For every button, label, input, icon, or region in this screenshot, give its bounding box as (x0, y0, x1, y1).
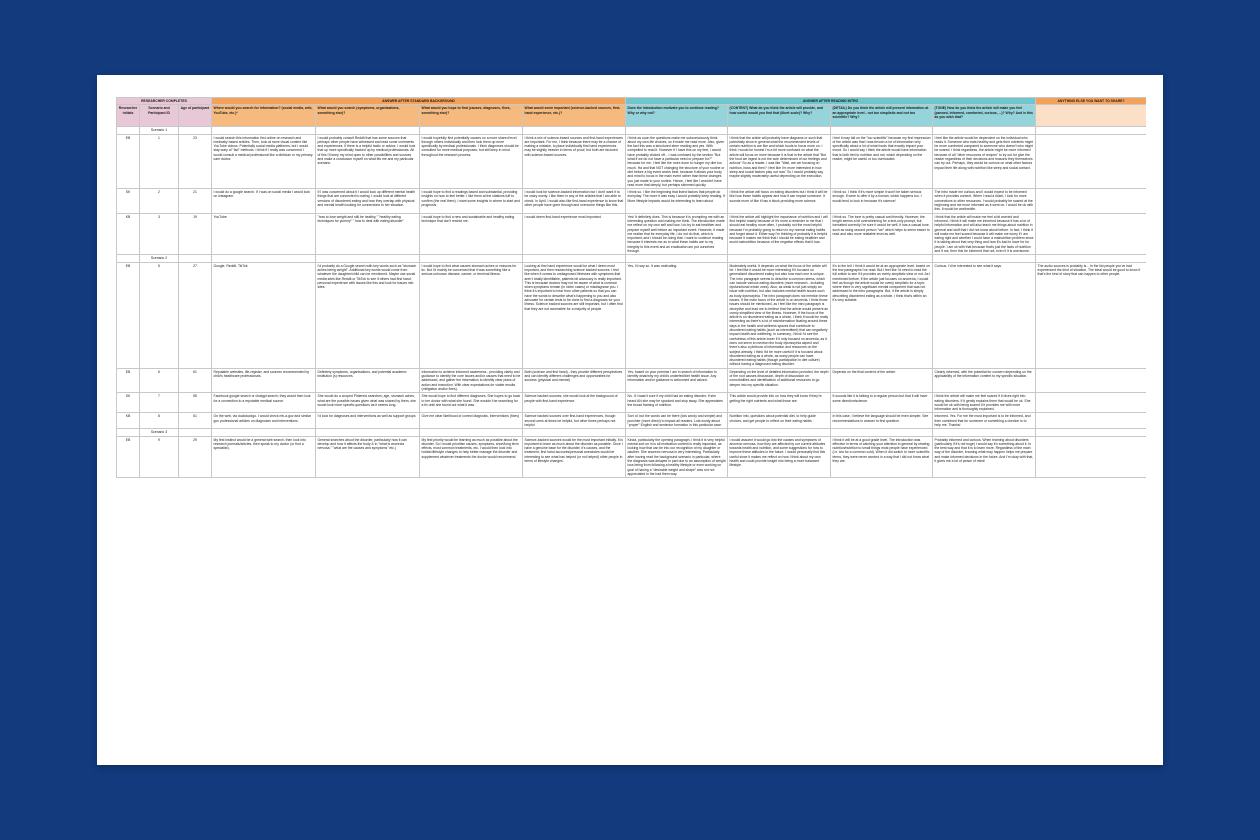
response-cell[interactable]: Curious. I'd be interested to see what it says. (933, 262, 1036, 368)
response-cell[interactable] (1036, 134, 1146, 189)
column-header: Scenario and Participant ID (140, 105, 179, 127)
response-cell[interactable]: I'd probably do a Google search with key words such as "stomach aches being weight". Additional key words would come from whatever the daughter/child can be mentioned. Maybe use social media sites like Reddit or TikTok to see if others had first hand, personal experience with issues like this and look for issues into sites. (316, 262, 420, 368)
response-cell[interactable]: Probably informed and curious. When learning about disorders (particularly if it's not huge) I would say it's something about it. In the best way and that it is to learn more. Regardless of the main way of the disorder, knowing what may happen helps me prepare and make informed decisions in the future. And I'm okay with that, it gives me a lot of peace of mind! (933, 436, 1036, 478)
response-cell[interactable] (1036, 436, 1146, 478)
participant-cell[interactable]: 3 (140, 213, 179, 255)
response-cell[interactable]: Yes, based on your premise I am in search of information to identify what/why my child's underfed/diet health issue. Any information and/or guidance is welcomed and valued. (626, 368, 728, 392)
group-anything-header: ANYTHING ELSE YOU WANT TO SHARE? (1036, 98, 1146, 105)
column-header: (DETAIL) Do you think the article will present information at an appropriate level - not too simplistic and not too scientific? Why? (831, 105, 933, 127)
scenario-divider-row (117, 429, 1147, 436)
participant-cell[interactable]: EB (117, 436, 140, 478)
response-cell[interactable]: General searches about the disorder, particularly how it can develop and how it affects the body & in "what is anorexia nervosa," "what are the causes and symptoms" etc.) (316, 436, 420, 478)
column-header: (TONE) How do you think the article will make you feel (panned, informed, comforted, curious, ...)? Why? And is this as you wish that? (933, 105, 1036, 127)
response-cell[interactable] (1036, 368, 1146, 392)
participant-cell[interactable]: KB (117, 213, 140, 255)
response-cell[interactable]: If I was concerned about it I would look up different mental health things that are connected to eating. I would look at different versions of disordered eating and how they overlap with physical and mental health looking for connections to her situation. (316, 189, 420, 213)
response-cell[interactable]: Science-backed sources would be the most important initially. It is important to learn as much about the disorder as possible. Once I have a genuine base for the disorder, it's causes, and the treatment, first hand accounts/personal anecdotes would be interesting to see what has helped (or not helped) other people in terms of lifestyle changes. (523, 436, 626, 478)
response-cell[interactable]: Kinda, particularly the opening paragraph. I think it is very helpful mental sort on in is all motivation context is really important, as looking how that can tie into our recognition of my daughter or dauther. She anorexic nervosa is very interesting. Particularly after having read the background scenario in particular, where the diagnosis was delayed in part due to an assumption of weight loss being from following a healthy lifestyle or even working on goal of having a "desirable weight and shape" was not not appreciated in the had them way. (627, 437, 726, 476)
response-cell[interactable]: The audio sources is probably is... In the list people you've had experienced the kind of situation. The ideal would be good to know if that's the kind of story that can happen to other people. (1036, 262, 1146, 368)
table-row (117, 134, 1147, 189)
response-cell[interactable]: Give me clear likelihood of correct diagnosis, interventions (fixes) (420, 413, 523, 429)
participant-cell[interactable]: 2 (140, 189, 179, 213)
response-cell[interactable]: This article would provide info on how they will know if they're getting the right nutrients and what those are. (728, 393, 831, 413)
table-row (117, 436, 1147, 478)
response-cell[interactable]: I think the article will highlight the importance of nutrition and I will find helpful mainly because of it's more a reminder to me that I should eat healthy more often, I probably not the most helpful because I'm probably going to return to my normal eating habits and forget about it. Either way I'm thinking of probably it is helpful because it makes me think that I should be eating healthier and avoid malnutrition because of the negative effects that it has. (728, 213, 831, 255)
response-cell[interactable]: No. If I wasn't sure if my child had an eating disorder, if she heard AN she may be spooked and stop away. She appreciates the broad framing of nutrition. (626, 393, 728, 413)
response-cell[interactable]: Looking at first hand experience would be what I deem most important, and then researching science backed sources. I feel like when it comes to undiagnosed illnesses with symptoms that aren't totally identifiable, patients bit advocacy is really important. This is because doctors may not be aware of what is common when symptoms remain (in niche cases) or misdiagnose you. I think it's important to hear from other patients so that you can have the words to describe what's happening to you and also advocate for certain tests to be done to find a diagnosis for your illness. Science backed sources are still important, but I often find that they are not accessible for a majority of people. (523, 262, 626, 368)
response-cell[interactable]: I would assume it would go into the causes and symptoms of anorexic nervosa, how they are affected by our current attitudes towards health and nutrition, and some suggestions for how to improve these attitudes in the future. I would personally find this useful since it makes me reflect on how I think about my own health and could provide insight into being a more balanced lifestyle. (728, 436, 831, 478)
scenario-label: Scenario 3 (140, 429, 179, 436)
response-cell[interactable] (1036, 213, 1146, 255)
response-cell[interactable]: Google, Reddit, TikTok (212, 262, 316, 368)
response-cell[interactable]: On the web, via duckduckgo. I would check mh-a.gov and similar gov professional articles on diagnoses and interventions. (212, 413, 316, 429)
participant-cell[interactable]: 6 (140, 368, 179, 392)
response-cell[interactable]: I would hopefully find potentially causes on a more shared level through others individually and then look them up more specifically by medical professionals. I think diagnoses should be consulted for more medical purposes, but still keep in mind throughout the research process. (420, 134, 523, 189)
participant-cell[interactable]: 21 (179, 189, 212, 213)
participant-cell[interactable]: EB (117, 368, 140, 392)
response-cell[interactable]: Information to achieve informed awareness - providing clarity and guidance to identify the core issues and/or causes that need to be addressed, and gather the information to identify clear plans of action and execution. With clear expectations for viable results (mitigation and/or fixes). (420, 368, 523, 392)
column-header: Does the introduction motivate you to continue reading? Why or why not? (626, 105, 728, 127)
response-cell[interactable] (1036, 393, 1146, 413)
response-cell[interactable]: I think so. I like the beginning that listed factors that people do everyday. The more it was easy I would probably keep reading. If More lifestyle impacts would be interesting to learn about. (626, 189, 728, 213)
response-cell[interactable]: I would hope to find a readings based and substantial, providing insights on how to feel better. I like them at the citations tuff to confirm (the real them). I want some insights in where to start and prognosis. (420, 189, 523, 213)
response-cell[interactable]: I would do a google search. If I was on social media I would look on instagram. (212, 189, 316, 213)
participant-cell[interactable]: 8 (140, 413, 179, 429)
participant-cell[interactable]: SK (117, 189, 140, 213)
response-cell[interactable]: I think so. The tone is pretty casual and friendly. However, the length seems a bit overwhelming for a text-only prompt, but formatted correctly I'm sure it would be well. It has a casual tone, such as using second person "we" which helps to seem easier to read and also more relatable level as well. (831, 213, 933, 255)
participant-cell[interactable]: 5 (140, 262, 179, 368)
participant-cell[interactable]: 7 (140, 393, 179, 413)
response-cell[interactable] (1036, 413, 1146, 429)
table-row (117, 213, 1147, 255)
response-cell[interactable]: Informed. Yes. For me the most important is to be informed, and then combined that for someone or something a checker is to help me. Thanks! (933, 413, 1036, 429)
scenario-divider-row (117, 255, 1147, 262)
response-cell[interactable]: I would look for science-backed information but I don't want it to be crazy wordy. I like them in any of the articles that I am able to check. In April, I would also like first-hand experience to know that other people have gone through and overcome things like this. (523, 189, 626, 213)
response-cell[interactable]: YouTube (212, 213, 316, 255)
participant-cell[interactable]: 23 (179, 134, 212, 189)
response-cell[interactable]: Sort of, but the words can be there (lots wordy and simple) and punchier (more direct) to impact all readers. Lots wordy about "proper" English and sentence formation in this particular case. (626, 413, 728, 429)
response-cell[interactable]: The intro made me curious and I would expect to be informed when it provides content. When I read a ticket, I look for more connections to other resources. I would probably be scared at the beginning and me more informed as it went on. I would be ok with this. It would be worthwhile. (933, 189, 1036, 213)
column-header: What would seem important (science-backed sources, first-hand experience, etc.)? (523, 105, 626, 127)
participant-cell[interactable]: KB (117, 413, 140, 429)
response-cell[interactable]: It's to the tell. I think it would be at an appropriate level, based on the few paragraphs I've read. But I feel like I'd need to read the full article to see if it provides an overly simplistic view or not. As I mentioned before, if the article just focuses on anorexia, I would feel as though the article would be overly simplistic for a topic where there is very significant mental component that was not addressed in the intro paragraphs. But, if the article is simply describing disordered eating as a whole, I think that's within an it's very suitable. (831, 262, 933, 368)
response-cell[interactable]: It sounds like it is talking to a regular person but that it will have some direction/science. (831, 393, 933, 413)
response-cell[interactable]: I think that the article will make me feel a bit worried and informed. I think it will make me informed because it has a lot of helpful information and will also teach me things about nutrition in general and stuff that I did not know about before. In fact, I think it will make me feel scared because it will make me worry if I am eating right and whether I could have a malnutrition problem since it is talking about that very thing and how it's bad to have for for people. I am ok with that because that's just the facts of nutrition and if not, then this be informed that not, even if it is worrisome. (933, 213, 1036, 255)
response-cell[interactable]: Facebook google search or chatgpt search; they would then look for a connection to a reputable medical source. (212, 393, 316, 413)
response-cell[interactable]: I think it will be at a good grade level. The introduction was effective in terms of catching your attention in general by relating nutrition/nutrition to small things most people have experienced (i.e. tea for a common cold). When it did switch to more scientific terms, they were never worded in a way that I did not know what they are. (831, 436, 933, 478)
table-row (117, 189, 1147, 213)
table-row (117, 413, 1147, 429)
table-body (117, 127, 1147, 478)
response-cell[interactable]: Moderately useful. It depends on what the focus of the article will be. I feel like it would be more interesting if it focused on generalized disordered eating but also how each one is unique. The intro paragraph seems to describe a common stress, which can include various eating disorders (more research - including dysfunctional whole ones). Also, as weak is not just simply an issue with nutrition, but also includes mental health issues such as body dysmorphia. The intro paragraph does not mention these issues. If the main focus of the article is on anorexia, I think those issues should be mentioned, as I feel like the intro paragraph is deceptive and lead me to believe that the article would present an overly simplified view of the illness. However, if the focus of the article is on disordered eating as a whole, I think it would be really interesting as there's a lot of misinformation floating around these days in the health and wellness spaces that contribute to disordered eating habits (such as intermittent) that can negatively impact health and wellbeing. In summary, I think I'd see the usefulness of this article lower if it only focused on anorexia, as it does not seem to mention the body dysmorphia aspect and there's also a plethora of information and resources on the subject already. I think it'd be more useful if it is focused about disordered eating as a whole, as many people can have disordered eating habits (though participation in diet culture) without having a diagnosed eating disorder. (728, 262, 831, 368)
response-cell[interactable]: Definitely symptoms, organisations, and potential academic institution (s) resources. (316, 368, 420, 392)
participant-cell[interactable]: SK (117, 393, 140, 413)
participant-cell[interactable]: 29 (179, 436, 212, 478)
response-cell[interactable]: I would deem first-hand experience most important. (523, 213, 626, 255)
scenario-divider-row (117, 127, 1147, 134)
group-researcher-header: RESEARCHER COMPLETES (117, 98, 212, 105)
table-row (117, 368, 1147, 392)
table-row (117, 393, 1147, 413)
participant-cell[interactable]: 61 (179, 368, 212, 392)
column-header: Where would you search for information? (social media, web, YouTube, etc.)* (212, 105, 316, 127)
participant-cell[interactable]: EB (117, 262, 140, 368)
participant-cell[interactable]: 1 (140, 134, 179, 189)
group-before-header: ANSWER AFTER STANDARD BACKGROUND (212, 98, 626, 105)
participant-cell[interactable]: 27 (179, 262, 212, 368)
response-cell[interactable]: I think as soon the questions make me subconsciously think about my own life choices, so it made me read more. Also, given the fact this was a structured steer reading and yes. With compelled to read it. However if I have this on my feet, I would have probably clicked off... I was confused by the section "But what if we do not have a particular need or prepare for?" because for me, I feel like the more done to hunger my diet too much. Ha and that NOT changing the structure of your routine or diet before a big event works best, because it allows your body and mind to focus in the main event rather than these changes you just made to your routine. Hence, I feel like I wouldn't have read more that deeply, but perhaps skimmed quickly. (626, 134, 728, 189)
response-cell[interactable]: I would hope to find a new and sustainable and healthy eating technique that don't restrict me. (420, 213, 523, 255)
participant-cell[interactable]: 58 (179, 393, 212, 413)
response-cell[interactable]: In this case, I believe the language should be even simpler. See recommendations in answer to first question. (831, 413, 933, 429)
column-header-row (117, 105, 1147, 127)
response-cell[interactable]: My first instinct would be a general web search, then look into research journals/articles, then speak to my doctor (or find a specialist). (212, 436, 316, 478)
response-cell[interactable]: Nutrition info, questions about potential diet, to help guide choices, and get people to reflect on their eating habits (728, 413, 831, 429)
scenario-label: Scenario 1 (140, 127, 179, 134)
response-cell[interactable]: I think the article will make me feel scared if it dives right into eating disorders. If it gently explains them that would be ok. She would be ok with being scared if it provides me with more information and is thoroughly explained. (933, 393, 1036, 413)
response-cell[interactable]: Science backed sources over first-hand experiences, though second ones at times be helpful, but other times perhaps not helpful (523, 413, 626, 429)
response-cell[interactable]: I think the article will focus on eating disorders but I think it will be like how those habits appear and how it can impact someone. It sounds more of like it has a block providing more science. (728, 189, 831, 213)
response-cell[interactable] (1036, 189, 1146, 213)
response-cell[interactable]: Depends on the final content of the article. (831, 368, 933, 392)
response-cell[interactable]: I feel it may fall on the "too scientific" because my first impression of the article was that I was thrown a lot of information very specifically about a lot of what foods that exactly impact your mood. So I would say I think the article would have information that is both tied to nutrition and not, which depending on the reader, might be useful or too overloaded. (831, 134, 933, 189)
participant-cell[interactable]: 9 (140, 436, 179, 478)
response-cell[interactable]: Reputable websites, life-register, and sources recommended by child's healthcare professionals. (212, 368, 316, 392)
response-cell[interactable]: Yes! It definitely does. This is because it is prompting me with an interesting question and making me think. The introduction made me reflect on my own self and how I do try to eat healthier and prepare myself well before an important event. However, it made me realize that for everyday life, I do not do that, which is important, and I should be doing that. I want to continue reading because it interests me as to what these habits are to my integrity to this event and an eradication am put ourselves through. (626, 213, 728, 255)
column-header: Age of participant (179, 105, 212, 127)
response-cell[interactable]: Yes, I'd say so. It was motivating. (626, 262, 728, 368)
spreadsheet-page (97, 75, 1163, 765)
table-row (117, 262, 1147, 368)
column-header: (CONTENT) What do you think the article will provide, and how useful would you find that (likert scale)? Why? (728, 105, 831, 127)
group-header-row (117, 98, 1147, 105)
response-cell[interactable]: Clearly informed, with the potential for concern depending on the applicability of the information content to my specific situation. (933, 368, 1036, 392)
scenario-label: Scenario 2 (140, 255, 179, 262)
response-cell[interactable]: Science backed sources; she would look at the background of people with first-hand experience. (523, 393, 626, 413)
column-header: Researcher initials (117, 105, 140, 127)
response-cell[interactable]: My first priority would be learning as much as possible about the disorder. So I would prioritise causes, symptoms, short/long term effects, most common treatments, etc. I would then look into holistic/lifestyle changes to help better manage the disorder and supplement whatever treatments the doctor would recommend. (420, 436, 523, 478)
response-cell[interactable]: I'd look for diagnoses and interventions as well as support groups (316, 413, 420, 429)
participant-cell[interactable]: EB (117, 134, 140, 189)
group-after-header: ANSWER AFTER READING INTRO (626, 98, 1036, 105)
response-cell[interactable]: I think a mix of science-based sources and first-hand experiences are important. For me, I think because there may be a chance of making a mistake, to place individually first hand experiences may be slightly heavier in terms of proof, but both are factored with science-based sources. (523, 134, 626, 189)
response-cell[interactable]: I think that the article will probably have diagrams or such that potentially show in general what the recommended levels of certain nutrition is are like and which foods to focus more on. I think I would be honest I'm a bit more confused on what the article will focus on more because it is that in the article that "But the food we ingest is not the sole determinant of our feelings and actions" So as a reader, I was like "Wait, are we focusing on nutrition, boss and then? I feel like I'm more interested in how sleep and social factors play out now" So I would probably say maybe slightly moderately useful depending on the execution. (728, 134, 831, 189)
column-header: What would you hope to find (causes, diagnoses, fixes, something else)? (420, 105, 523, 127)
response-cell[interactable]: Both (science and first hand) - they provide different perspectives and can identify different challenges and opportunities for success (physical and mental) (523, 368, 626, 392)
response-cell[interactable]: She would hope to find different diagnoses. She hopes to go back to her doctor with what she found. She wouldn't be searching for a fix until she found out what it was. (420, 393, 523, 413)
column-header (1036, 105, 1146, 127)
participant-cell[interactable]: 61 (179, 413, 212, 429)
participant-cell[interactable]: 19 (179, 213, 212, 255)
response-cell[interactable]: She would do a scoped Pinterest searches; age, stomach aches, what are the possible issues given what was shared by them, she would look more specific questions as it seems long. (316, 393, 420, 413)
research-table-wrapper (116, 97, 1146, 752)
column-header: What would you search (symptoms, organisations, something else)? (316, 105, 420, 127)
response-cell[interactable]: I would search this information first online on research and medically based articles. Then, look at more visual content like YouTube videos. Potentially social media platforms, but I would stay wary of "fad" methods. I think if I really was concerned I would consult a medical professional like a dietician or my primary care doctor. (212, 134, 316, 189)
response-cell[interactable]: I would hope to find what causes stomach aches or reasons for tic. But I'd mainly be concerned that it was something like a serious unknown disease, cancer, or terminal illness. (420, 262, 523, 368)
response-cell[interactable]: "how to lose weight and still be healthy," "healthy eating techniques for yummy" " how to deal with eating disorder" (316, 213, 420, 255)
response-cell[interactable]: I would probably consult Reddit that has some sources that perhaps other people have witnessed and read some comments and experiences. If there is a helpful tactic or advice, I would look that up more specifically backed up by medical professionals. All of this I'll keep my mind open to other possibilities and sources and make a conclusion myself on what fits me and my particular scenario. (316, 134, 420, 189)
response-cell[interactable]: Depending on the level of detailed information provided, the depth of the root causes discussion, depth of discussion on comorbidities and identification of additional resources to go deeper into my specific situation. (728, 368, 831, 392)
response-cell[interactable]: I feel like the article would be dependent on the individual who reads it. Someone who eats healthy and gets their nutrients might be more comforted compared to someone who doesn't who might be scared. I think regardless, the article might be more informed because of all "other resources of recipes" to try out for give the reader regardless of their decisions and reasons they themselves can try out. Perhaps, they would be curious on what other factors impact their life along with nutrition like sleep and social contact. (933, 134, 1036, 189)
research-table (116, 97, 1146, 478)
response-cell[interactable]: I think so. I think if it's more simple it won't be taken serious enough. If were to offer it by a human, which happens too. I would tend to look in because it's science/ (831, 189, 933, 213)
